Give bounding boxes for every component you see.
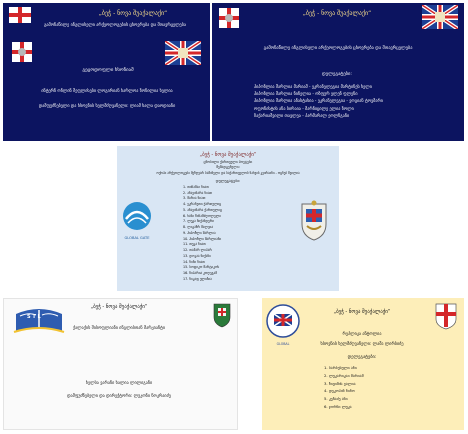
slide-1 [3, 3, 210, 141]
slide-2-subtitle: გამონაწილე ინგლისელი არქეოლოგების ცხოვრება და შთავრცელება [263, 46, 413, 51]
list-item: 11. თუკა ნიათ [183, 242, 206, 247]
slide-1-line-2: დამფუძნებელი და ხსოვნის ხელმძღვანელი: ლიამ ხალა დაოდიანი [38, 103, 176, 108]
global-gate-label: GLOBAL GATE [124, 236, 150, 240]
list-item: 15. სოფიკო მარტიკოს [183, 265, 220, 270]
list-item: 3. მარია ნიათ [183, 196, 206, 201]
list-item: 16. ჩიპარია კოღეგამ [183, 271, 217, 276]
global-badge-icon [266, 304, 300, 346]
slide-1-line-1: ინტერნ ონლინ შეფლისები ლოგირიან ხარლოა ზონილია ხელია [41, 88, 173, 93]
list-item: ზაქარიაშვილი თავლეა - პარმარალ ეოლნგანი [254, 112, 350, 118]
slide-1-title: „ბეჭ - ნოვა შუაქალაქი“ [98, 10, 168, 17]
global-gate-logo-icon [120, 201, 154, 241]
list-item: 6. ჯორნი ლუკა [324, 403, 352, 409]
list-item: 8. ლიკაზრ შალვია [183, 225, 214, 230]
slide-3-title: „ბეჭ - ნოვა შუაქალაქი“ [199, 152, 257, 158]
slide-3-delegate-list [183, 186, 222, 281]
slide-3 [117, 146, 339, 291]
slide-5-title: „ბეჭ - ნოვა შუაქალაქი“ [333, 309, 391, 315]
slide-2 [212, 3, 464, 141]
list-item: 10. ჰიპოზლი შარლიანი [183, 236, 222, 241]
slide-4-line-2: დამფუძნებელი და დირექტორი: ლუკონი ნოკრაიძე [67, 393, 171, 398]
crest-icon [11, 41, 33, 67]
list-item: 17. ნიკაფ ელიჩია [183, 276, 212, 281]
list-item: 6. ხანი წინამძღოლელი [183, 213, 221, 218]
list-item: 12. თამარ ლიპარ [183, 248, 212, 253]
slide-5-subtitle-a: რეპლიკა ანტოლია [342, 331, 382, 336]
shield-emblem-icon [212, 302, 232, 332]
list-item: 4. დეკოპინ ნინო [324, 388, 355, 394]
list-item: 2. ლუკარიკაი მარიამ [324, 372, 364, 378]
list-item: ჰიპოზლია შარლია ნინელია - ოზფურ ელენ ფლენი [254, 91, 358, 97]
slide-3-subtitle-1: ცნობილი ქართველი პოეტები [203, 160, 253, 164]
book-logo-label: S T L [27, 314, 41, 320]
crest-icon [434, 302, 458, 334]
slide-1-subtitle: გამონაწილე ინგლისელი არქეოლოგების ცხოვრება და შთავრცელება [44, 22, 186, 27]
list-item: 2. ანავინარა ნიათ [183, 190, 213, 195]
slide-2-delegate-list [254, 85, 383, 118]
list-item: 5. ანავინარა ქართულიც [183, 207, 222, 212]
list-item: 3. ზივიმის ვალია [324, 380, 356, 386]
list-item: 1. ბარბესული ანი [324, 365, 357, 370]
slide-2-list-heading: დელეგატები: [322, 72, 352, 77]
list-item: ჰიპოზლია შარლია მარიამ - ეკრანელეგია მარტინეს ხელი [254, 84, 372, 89]
slide-2-title: „ბეჭ - ნოვა შუაქალაქი“ [302, 10, 372, 17]
slide-5-list-heading: დელეგატები: [347, 355, 377, 360]
slide-3-subtitle-3: ოქოპი არქეოლოგები მეზღვარ საშინელი და საქართველოს ნახვის კვირაინი - ოცნებ შვილია [156, 171, 300, 175]
slide-5-subtitle-b: ხსოვნის ხელმძღვანელი: ლაშა ლირბიძე [320, 341, 404, 346]
list-item: 7. ლუკა ნიქანდერი [183, 219, 215, 224]
slide-4-title: „ბეჭ - ნოვა შუაქალაქი“ [90, 304, 148, 310]
global-badge-label: GLOBAL [276, 342, 290, 346]
slide-5-delegate-list [324, 366, 364, 409]
list-item: 1. თინამაი ნიათ [183, 185, 209, 189]
book-logo-icon [12, 302, 66, 340]
slide-4-line-1: ხელსა ვარანი ხალია ლილიგანი [85, 380, 153, 385]
shield-emblem-icon [299, 200, 329, 246]
slide-3-list-heading: დელეგატები: [215, 178, 241, 183]
crest-icon [218, 7, 240, 33]
slide-1-heading: გეცოდოფლი ხსონიამ [82, 68, 134, 73]
union-flag-icon [422, 5, 458, 33]
list-item: 5. კეჩაძე ანი [324, 396, 348, 402]
slide-3-subtitle-2: შემადგენელი: [216, 165, 240, 169]
list-item: 9. ჰიპოზლი შარლია [183, 230, 216, 235]
list-item: ჰიპოზლია შარლია ანასტასია - ეკრანელეგია - ვოგიან ტოვმარი [254, 98, 383, 104]
list-item: 14. ნინი ნიათ [183, 259, 205, 264]
union-flag-icon [165, 41, 201, 69]
slide-4-subtitle: ქალაქის შისოფლიანი ინგლისთან მარკიანტი [72, 325, 166, 330]
list-item: ოფონისტის ანა ბირაია - მარნიცილე ელია ზოლი [254, 105, 354, 111]
list-item: 13. დოკაა ნიქანი [183, 253, 211, 258]
slide-5 [262, 298, 464, 430]
list-item: 4. ეკრანეთი ქართულიც [183, 202, 222, 207]
slide-4 [3, 298, 238, 430]
